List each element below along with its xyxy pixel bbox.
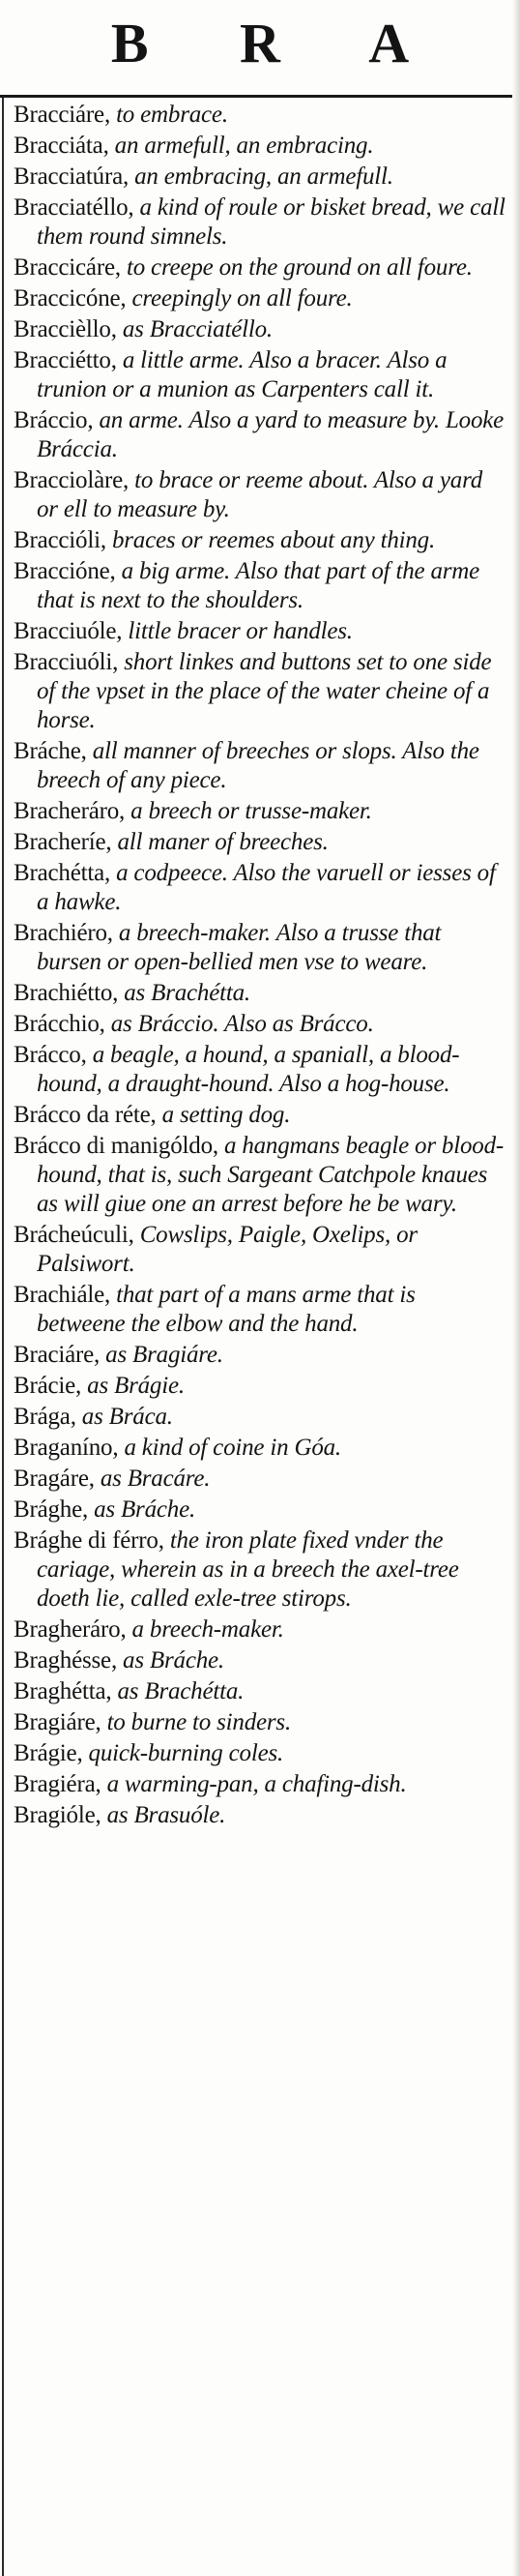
dictionary-entry <box>14 1770 506 1799</box>
entry-definition: as Bracáre. <box>94 1466 211 1492</box>
dictionary-entry <box>14 828 506 857</box>
entry-definition: a big arme. Also that part of the arme that is next to the shoulders. <box>37 558 480 613</box>
entry-definition: the iron plate fixed vnder the cariage, wherein as in a breech the axel-tree doeth lie, called exle-tree stirops. <box>37 1527 459 1612</box>
entry-definition: creepingly on all foure. <box>126 285 353 311</box>
entry-definition: as Bráca. <box>75 1404 173 1430</box>
entry-definition: as Brachétta. <box>118 980 250 1006</box>
entry-definition: as Brasuóle. <box>101 1802 226 1828</box>
entry-headword: Brácie, <box>14 1373 82 1399</box>
entry-headword: Bracheráro, <box>14 798 126 824</box>
entry-headword: Brácheúculi, <box>14 1222 134 1248</box>
entry-definition: a codpeece. Also the varuell or iesses of a hawke. <box>37 860 496 915</box>
entry-definition: Cowslips, Paigle, Oxelips, or Palsiwort. <box>37 1222 418 1277</box>
entry-definition: as Bráccio. Also as Brácco. <box>104 1011 374 1037</box>
dictionary-entry <box>14 1010 506 1039</box>
dictionary-entry <box>14 526 506 555</box>
dictionary-entry <box>14 1708 506 1737</box>
dictionary-entry <box>14 648 506 735</box>
entry-definition: as Bráche. <box>117 1647 224 1673</box>
entry-headword: Braciáre, <box>14 1342 101 1368</box>
entry-definition: an armefull, an embracing. <box>108 133 374 159</box>
entry-headword: Brágie, <box>14 1740 83 1766</box>
entry-headword: Bracciuóle, <box>14 618 123 644</box>
dictionary-entry <box>14 1341 506 1370</box>
dictionary-entry <box>14 1132 506 1219</box>
entry-headword: Brácco, <box>14 1042 87 1068</box>
dictionary-entry <box>14 1739 506 1768</box>
dictionary-entry <box>14 737 506 795</box>
dictionary-entry <box>14 101 506 130</box>
dictionary-entry <box>14 284 506 313</box>
entry-headword: Braghésse, <box>14 1647 117 1673</box>
entry-definition: to creepe on the ground on all foure. <box>120 254 473 281</box>
dictionary-entry <box>14 193 506 252</box>
page-edge-shadow <box>512 0 520 2576</box>
entry-definition: that part of a mans arme that is betweene the elbow and the hand. <box>37 1282 416 1337</box>
dictionary-entry <box>14 163 506 192</box>
entry-headword: Bragheráro, <box>14 1616 127 1643</box>
dictionary-entry <box>14 1465 506 1494</box>
dictionary-entry <box>14 557 506 615</box>
entry-headword: Bracciuóli, <box>14 649 119 675</box>
entry-list <box>14 101 506 1832</box>
entry-headword: Bracciáre, <box>14 102 111 128</box>
entry-definition: braces or reemes about any thing. <box>105 527 436 553</box>
entry-definition: to embrace. <box>110 102 228 128</box>
dictionary-entry <box>14 1801 506 1830</box>
dictionary-entry <box>14 1403 506 1432</box>
dictionary-entry <box>14 346 506 404</box>
dictionary-entry <box>14 919 506 977</box>
entry-definition: as Brachétta. <box>111 1678 245 1704</box>
entry-headword: Bracciatéllo, <box>14 194 134 221</box>
entry-definition: a kind of roule or bisket bread, we call them round simnels. <box>37 194 506 250</box>
entry-definition: to burne to sinders. <box>101 1709 292 1735</box>
entry-definition: a little arme. Also a bracer. Also a trunion or a munion as Carpenters call it. <box>37 347 448 402</box>
dictionary-entry <box>14 1101 506 1130</box>
entry-headword: Brághe di férro, <box>14 1527 164 1554</box>
entry-definition: a beagle, a hound, a spaniall, a blood-hound, a draught-hound. Also a hog-house. <box>37 1042 460 1097</box>
entry-definition: as Brágie. <box>81 1373 185 1399</box>
dictionary-entry <box>14 1495 506 1525</box>
dictionary-entry <box>14 1281 506 1339</box>
entry-definition: a breech-maker. Also a trusse that bursen or open-bellied men vse to weare. <box>37 920 442 975</box>
entry-definition: as Bragiáre. <box>100 1342 223 1368</box>
entry-definition: a hangmans beagle or blood-hound, that is, such Sargeant Catchpole knaues as will giue one an arrest before he be wary. <box>37 1133 504 1217</box>
entry-headword: Bragióle, <box>14 1802 101 1828</box>
entry-headword: Bráche, <box>14 738 87 764</box>
entry-headword: Bracciétto, <box>14 347 117 373</box>
dictionary-entry <box>14 1677 506 1706</box>
entry-definition: a setting dog. <box>156 1102 291 1128</box>
entry-headword: Braccióne, <box>14 558 116 584</box>
dictionary-entry <box>14 979 506 1008</box>
dictionary-entry <box>14 253 506 282</box>
entry-headword: Braccièllo, <box>14 316 117 342</box>
entry-headword: Bragáre, <box>14 1466 95 1492</box>
entry-definition: all maner of breeches. <box>111 829 329 855</box>
dictionary-entry <box>14 1221 506 1279</box>
entry-definition: short linkes and buttons set to one side of the vpset in the place of the water cheine of a horse. <box>37 649 492 733</box>
entry-headword: Brachétta, <box>14 860 111 886</box>
entry-headword: Braganíno, <box>14 1435 119 1461</box>
entry-headword: Bracciolàre, <box>14 467 130 493</box>
entry-definition: quick-burning coles. <box>82 1740 284 1766</box>
entry-headword: Brághe, <box>14 1496 89 1523</box>
entry-headword: Brága, <box>14 1404 76 1430</box>
entry-definition: a breech or trusse-maker. <box>125 798 372 824</box>
entry-headword: Bracheríe, <box>14 829 112 855</box>
entry-headword: Braccióli, <box>14 527 106 553</box>
dictionary-entry <box>14 406 506 464</box>
entry-headword: Bracciatúra, <box>14 163 130 190</box>
entry-definition: as Bracciatéllo. <box>116 316 273 342</box>
entry-headword: Bracciáta, <box>14 133 109 159</box>
dictionary-entry <box>14 797 506 826</box>
entry-definition: to brace or reeme about. Also a yard or ell to measure by. <box>37 467 482 522</box>
entry-headword: Brachiále, <box>14 1282 111 1308</box>
entry-definition: as Bráche. <box>88 1496 196 1523</box>
entry-headword: Brácco da réte, <box>14 1102 157 1128</box>
entry-headword: Braccicáre, <box>14 254 121 281</box>
entry-definition: a kind of coine in Góa. <box>118 1435 341 1461</box>
entry-definition: a breech-maker. <box>126 1616 284 1643</box>
entry-definition: an arme. Also a yard to measure by. Looke Bráccia. <box>37 407 505 462</box>
page-title: B R A <box>110 12 448 74</box>
dictionary-entry <box>14 1434 506 1463</box>
entry-definition: a warming-pan, a chafing-dish. <box>101 1771 407 1797</box>
entry-headword: Braghétta, <box>14 1678 112 1704</box>
header-rule <box>0 95 520 98</box>
entry-headword: Brachiétto, <box>14 980 119 1006</box>
entry-headword: Bragiáre, <box>14 1709 101 1735</box>
entry-headword: Brachiéro, <box>14 920 113 946</box>
dictionary-entry <box>14 1372 506 1401</box>
dictionary-entry <box>14 859 506 917</box>
dictionary-entry <box>14 315 506 344</box>
entry-headword: Brácco di manigóldo, <box>14 1133 218 1159</box>
dictionary-entry <box>14 1646 506 1675</box>
entry-headword: Bragiéra, <box>14 1771 101 1797</box>
dictionary-entry <box>14 1615 506 1644</box>
dictionary-entry <box>14 1041 506 1099</box>
page-header <box>0 0 520 106</box>
entry-definition: little bracer or handles. <box>122 618 353 644</box>
dictionary-entry <box>14 617 506 646</box>
dictionary-entry <box>14 132 506 161</box>
entry-headword: Brácchio, <box>14 1011 105 1037</box>
entry-headword: Braccicóne, <box>14 285 127 311</box>
entry-definition: an embracing, an armefull. <box>129 163 393 190</box>
entry-definition: all manner of breeches or slops. Also the breech of any piece. <box>37 738 479 793</box>
entry-headword: Bráccio, <box>14 407 94 433</box>
dictionary-entry <box>14 466 506 524</box>
dictionary-entry <box>14 1526 506 1614</box>
left-margin-rule <box>2 98 4 2576</box>
